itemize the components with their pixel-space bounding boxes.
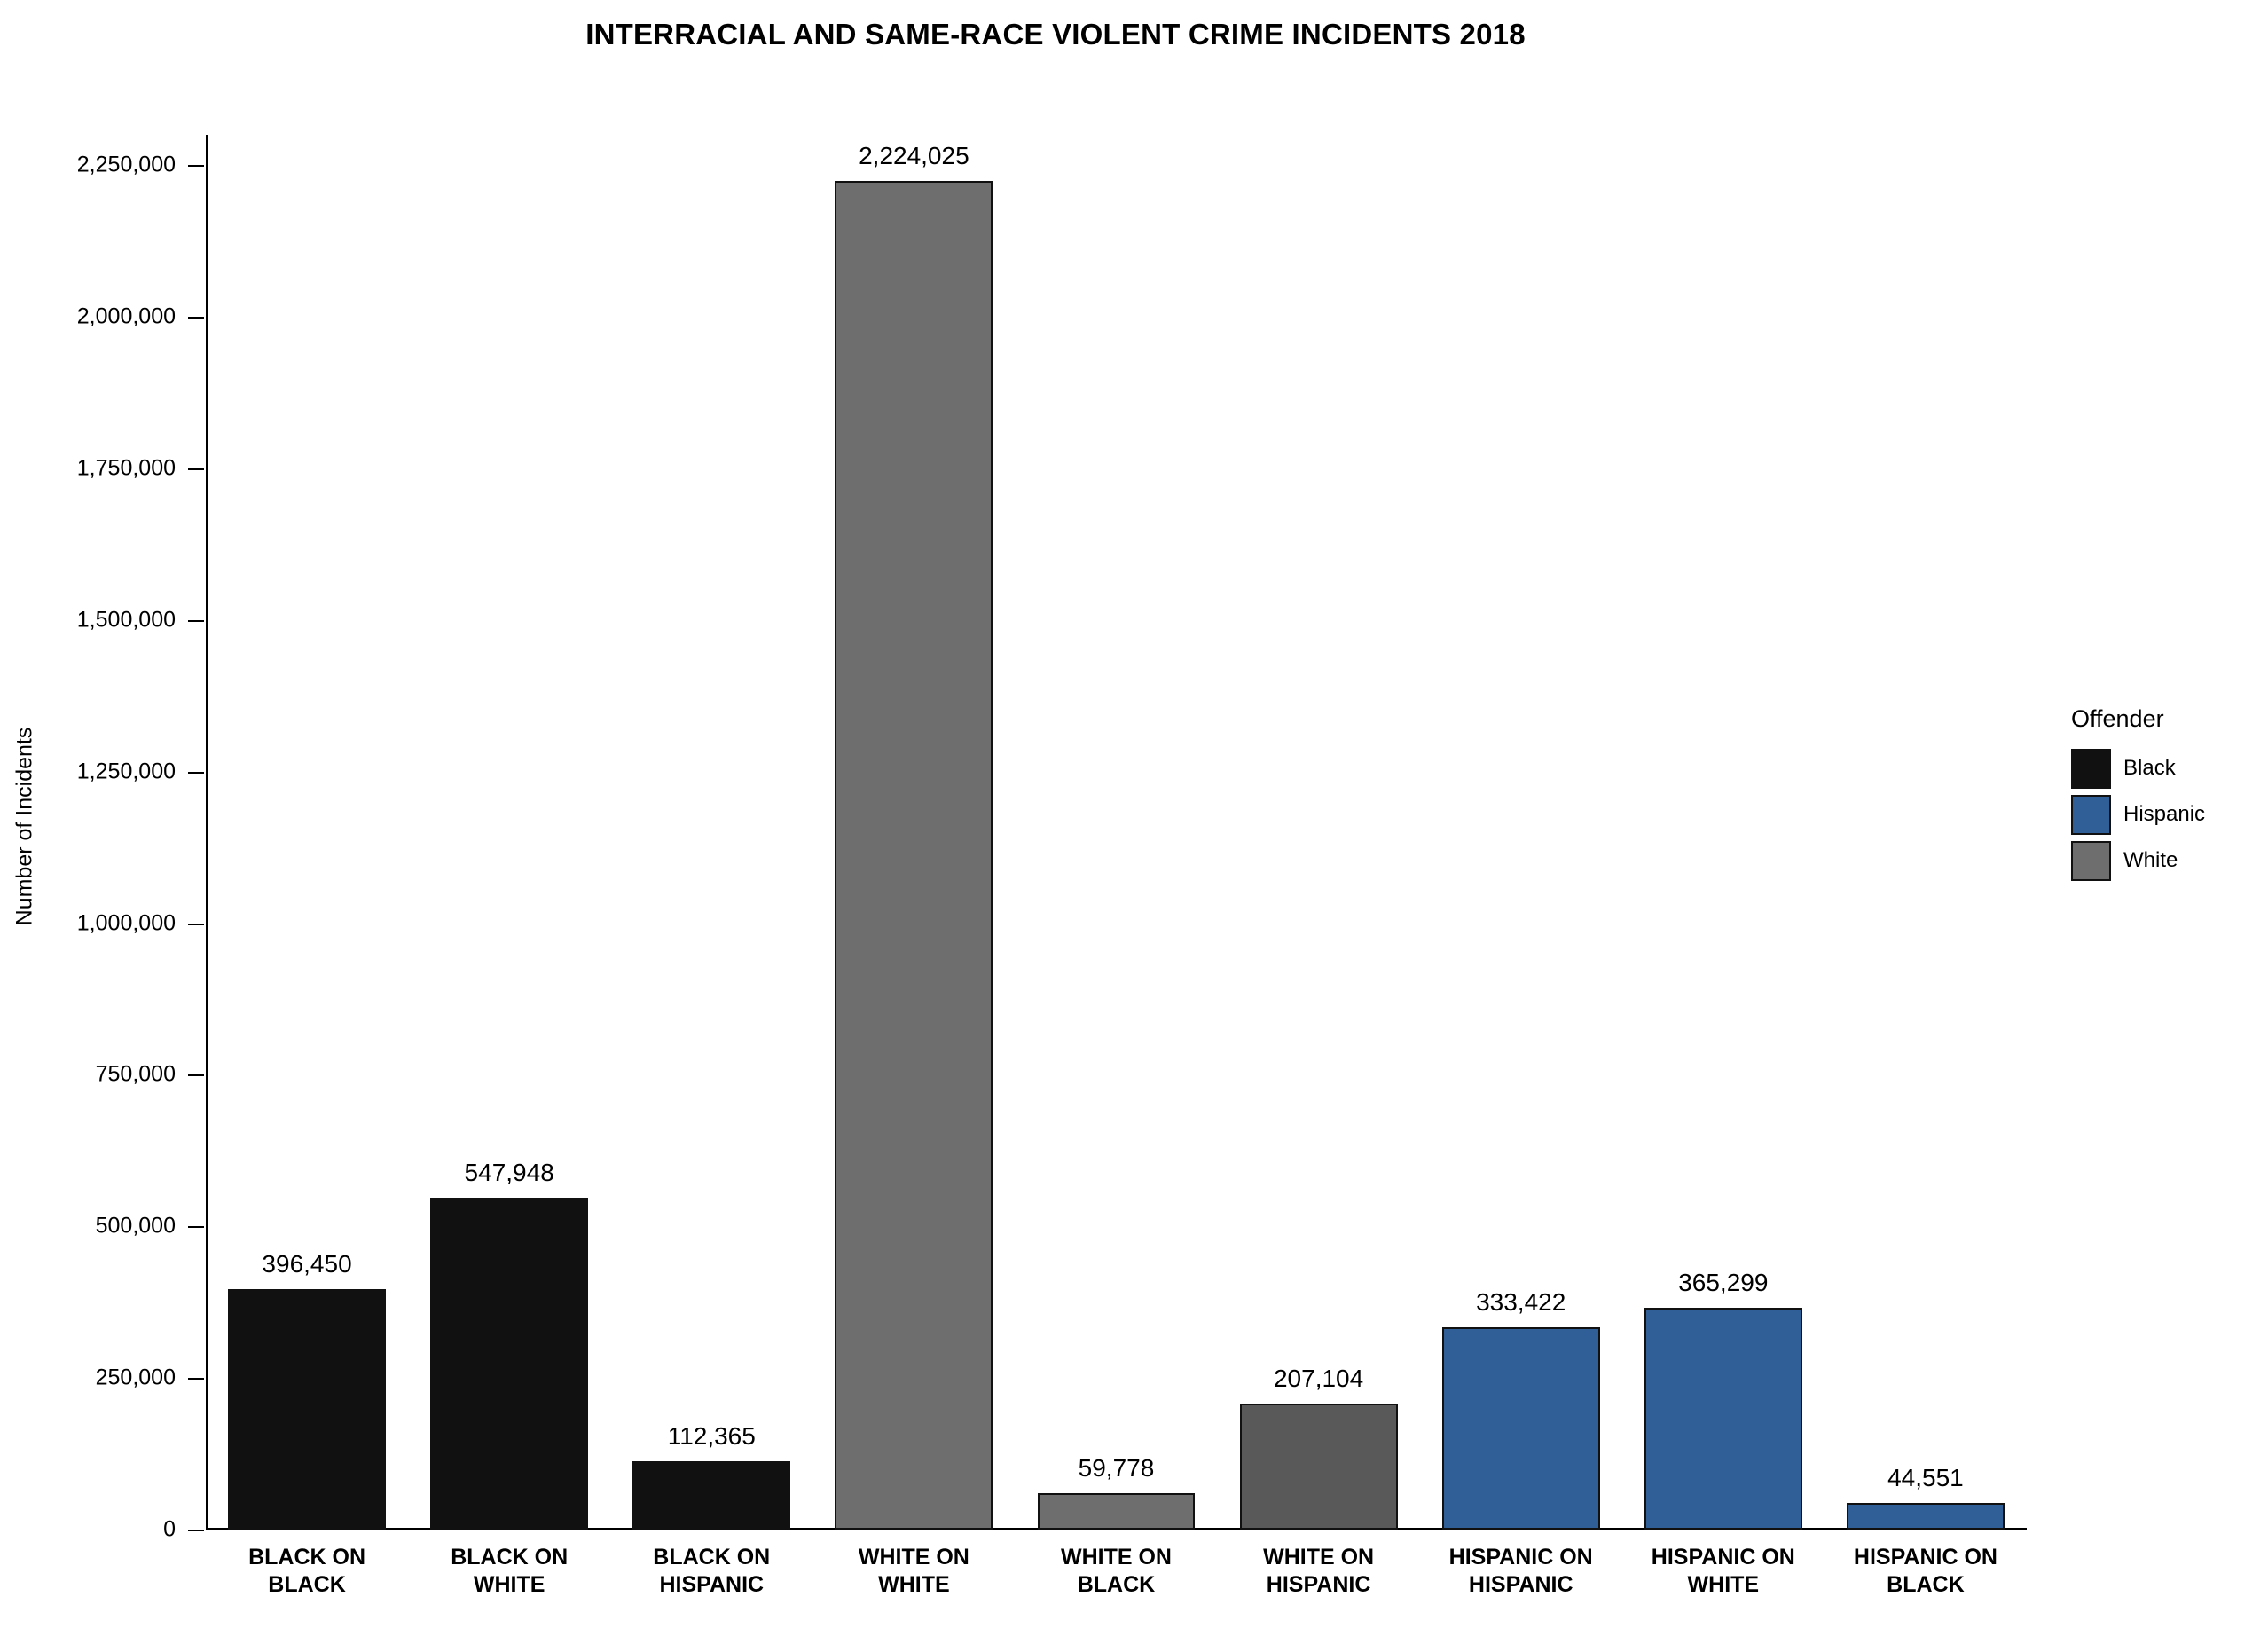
bar-value-label: 365,299	[1678, 1269, 1769, 1297]
y-axis-tick	[188, 1226, 204, 1228]
x-axis-tick-label-line: WHITE	[473, 1572, 545, 1598]
bar-slot	[228, 135, 386, 1530]
y-axis-tick	[188, 1074, 204, 1076]
bar-value-label: 112,365	[667, 1422, 756, 1451]
x-axis-tick-label-line: HISPANIC	[1468, 1572, 1573, 1598]
bar[interactable]	[835, 181, 993, 1530]
y-axis-tick	[188, 165, 204, 167]
x-axis-tick-label	[1420, 1544, 1622, 1600]
y-axis-tick-label: 500,000	[95, 1213, 176, 1239]
x-axis-tick-label-line: WHITE	[1687, 1572, 1760, 1598]
bar-slot	[1038, 135, 1196, 1530]
x-axis-tick-label-line: HISPANIC ON	[1448, 1545, 1593, 1569]
y-axis-tick	[188, 468, 204, 470]
x-axis-tick-label-line: HISPANIC	[659, 1572, 765, 1598]
y-axis-tick	[188, 772, 204, 774]
bar[interactable]	[1038, 1493, 1196, 1530]
bar-slot	[1442, 135, 1600, 1530]
x-axis-tick-label-line: BLACK	[1887, 1572, 1965, 1598]
bar-value-label: 207,104	[1273, 1365, 1364, 1393]
bar-value-label: 396,450	[262, 1250, 352, 1278]
x-axis-tick-label	[1218, 1544, 1420, 1600]
x-axis-tick-label-line: HISPANIC ON	[1853, 1545, 1997, 1569]
y-axis-tick-label: 1,500,000	[76, 607, 176, 633]
legend-item-hispanic[interactable]	[2071, 791, 2266, 838]
y-axis-tick-label: 750,000	[95, 1061, 176, 1087]
x-axis-tick-label-line: WHITE ON	[858, 1545, 969, 1569]
legend-item-label: Hispanic	[2123, 802, 2206, 826]
legend-item-label: White	[2123, 848, 2178, 872]
x-axis-tick-label	[610, 1544, 812, 1600]
legend-item-white[interactable]	[2071, 838, 2266, 884]
y-axis-tick-label: 2,000,000	[76, 303, 176, 329]
bar-value-label: 44,551	[1887, 1463, 1964, 1491]
legend-color-swatch	[2071, 841, 2111, 881]
y-axis-title-text: Number of Incidents	[12, 727, 37, 925]
y-axis-tick	[188, 1530, 204, 1531]
bar-value-label: 333,422	[1476, 1288, 1566, 1317]
bar-slot	[430, 135, 588, 1530]
x-axis-tick-labels	[206, 1544, 2027, 1641]
bar-slot	[1644, 135, 1802, 1530]
x-axis-tick-label-line: BLACK ON	[653, 1545, 771, 1569]
y-axis-tick-label: 1,000,000	[76, 910, 176, 936]
x-axis-tick-label	[1825, 1544, 2027, 1600]
bar-series	[206, 135, 2027, 1530]
bar-slot	[1847, 135, 2005, 1530]
x-axis-tick-label	[1015, 1544, 1217, 1600]
legend	[2071, 705, 2266, 884]
y-axis-tick-label: 1,750,000	[76, 455, 176, 481]
bar[interactable]	[1442, 1327, 1600, 1530]
bar-value-label: 59,778	[1078, 1454, 1155, 1483]
legend-title: Offender	[2071, 705, 2164, 732]
x-axis-tick-label-line: BLACK	[268, 1572, 346, 1598]
bar-value-label: 2,224,025	[859, 141, 969, 169]
y-axis-tick-label: 0	[163, 1516, 176, 1542]
bar[interactable]	[430, 1198, 588, 1530]
page-title: INTERRACIAL AND SAME-RACE VIOLENT CRIME INCIDENTS 2018	[585, 18, 1526, 51]
x-axis-tick-label-line: BLACK ON	[451, 1545, 569, 1569]
bar[interactable]	[1847, 1503, 2005, 1530]
bar[interactable]	[1644, 1308, 1802, 1530]
legend-item-label: Black	[2123, 756, 2176, 780]
bar[interactable]	[228, 1289, 386, 1530]
y-axis-tick	[188, 1378, 204, 1380]
x-axis-tick-label	[408, 1544, 610, 1600]
y-axis-tick-label: 1,250,000	[76, 759, 176, 784]
x-axis-tick-label-line: BLACK	[1077, 1572, 1156, 1598]
y-axis-tick	[188, 620, 204, 622]
bar-value-label: 547,948	[464, 1158, 554, 1186]
x-axis-tick-label-line: HISPANIC	[1266, 1572, 1371, 1598]
y-axis-tick-label: 2,250,000	[76, 152, 176, 177]
bar-slot	[632, 135, 790, 1530]
bar[interactable]	[632, 1461, 790, 1530]
bar-slot	[835, 135, 993, 1530]
x-axis-tick-label	[206, 1544, 408, 1600]
bar[interactable]	[1240, 1404, 1398, 1530]
y-axis-tick	[188, 924, 204, 925]
x-axis-tick-label-line: WHITE	[878, 1572, 950, 1598]
x-axis-tick-label-line: HISPANIC ON	[1651, 1545, 1795, 1569]
legend-color-swatch	[2071, 795, 2111, 835]
x-axis-tick-label	[1622, 1544, 1825, 1600]
x-axis-tick-label-line: BLACK ON	[248, 1545, 366, 1569]
y-axis-tick	[188, 317, 204, 319]
bar-slot	[1240, 135, 1398, 1530]
x-axis-tick-label-line: WHITE ON	[1060, 1545, 1172, 1569]
legend-item-black[interactable]	[2071, 745, 2266, 791]
x-axis-tick-label	[812, 1544, 1015, 1600]
plot-area	[206, 135, 2027, 1530]
y-axis-tick-labels	[0, 135, 177, 1542]
legend-color-swatch	[2071, 749, 2111, 789]
x-axis-tick-label-line: WHITE ON	[1263, 1545, 1375, 1569]
y-axis-tick-label: 250,000	[95, 1365, 176, 1390]
legend-entries	[2071, 745, 2266, 884]
